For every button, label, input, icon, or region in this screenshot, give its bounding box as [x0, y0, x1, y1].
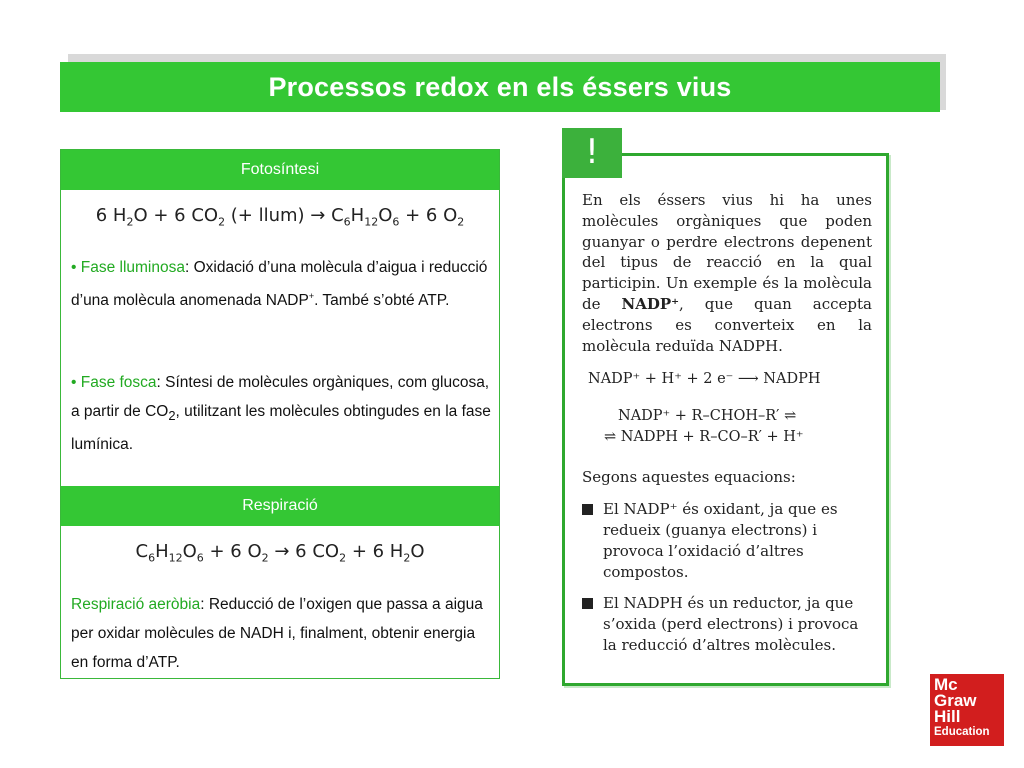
mcgraw-hill-logo: Mc Graw Hill Education: [930, 674, 1004, 746]
square-bullet-icon: [582, 504, 593, 515]
fotosintesi-heading: Fotosíntesi: [61, 150, 499, 190]
fase-lluminosa-paragraph: • Fase lluminosa: Oxidació d’una molècula d’aigua i reducció d’una molècula anomenada NADP+. També s’obté ATP.: [71, 259, 488, 310]
note-bullet-2: El NADPH és un reductor, ja que s’oxida (perd electrons) i provoca la reducció d’altres molècules.: [582, 593, 872, 656]
left-panel: [60, 149, 500, 679]
fase-lluminosa-label: Fase lluminosa: [80, 259, 185, 276]
respiracio-equation: $C_6H_{12}O_6 + 6$ $O_2 \to 6$ $CO_2 + 6$ $H_2O$: [135, 541, 425, 565]
title-bar: [60, 62, 940, 112]
respiracio-heading: Respiració: [61, 486, 499, 526]
fotosintesi-equation: 6 $H_2O + 6$ $CO_2$ (+ llum) → $C_6H_{12}O_6 + 6$ $O_2$: [95, 205, 465, 229]
respiracio-paragraph: Respiració aeròbia: Reducció de l’oxigen que passa a aigua per oxidar molècules de NADH i, finalment, obtenir energia en forma d’ATP.: [71, 596, 483, 671]
page-title: Processos redox en els éssers vius: [268, 71, 732, 102]
note-equation-2: NADP⁺ + R–CHOH–R′ ⇌: [618, 408, 797, 424]
note-intro: En els éssers vius hi ha unes molècules orgàniques que poden guanyar o perdre electrons depenent del tipus de reacció en la qual participin. Un exemple és la molècula de NADP⁺, que quan accepta electrons es converteix en la molècula reduïda NADPH.: [582, 191, 872, 355]
note-equation-3: ⇌ NADPH + R–CO–R′ + H⁺: [604, 429, 804, 445]
square-bullet-icon: [582, 598, 593, 609]
fase-fosca-label: Fase fosca: [80, 374, 157, 391]
fase-fosca-paragraph: • Fase fosca: Síntesi de molècules orgàniques, com glucosa, a partir de $CO_2$, utilitzant les molècules obtingudes en la fase lumínica.: [71, 374, 491, 454]
exclamation-icon: !: [562, 128, 622, 178]
respiracio-label: Respiració aeròbia: [71, 596, 201, 613]
note-bullet-1: El NADP⁺ és oxidant, ja que es redueix (guanya electrons) i provoca l’oxidació d’altres compostos.: [582, 499, 872, 583]
note-equation-1: NADP⁺ + H⁺ + 2 e⁻ ⟶ NADPH: [588, 371, 821, 387]
note-subtitle: Segons aquestes equacions:: [582, 468, 796, 486]
